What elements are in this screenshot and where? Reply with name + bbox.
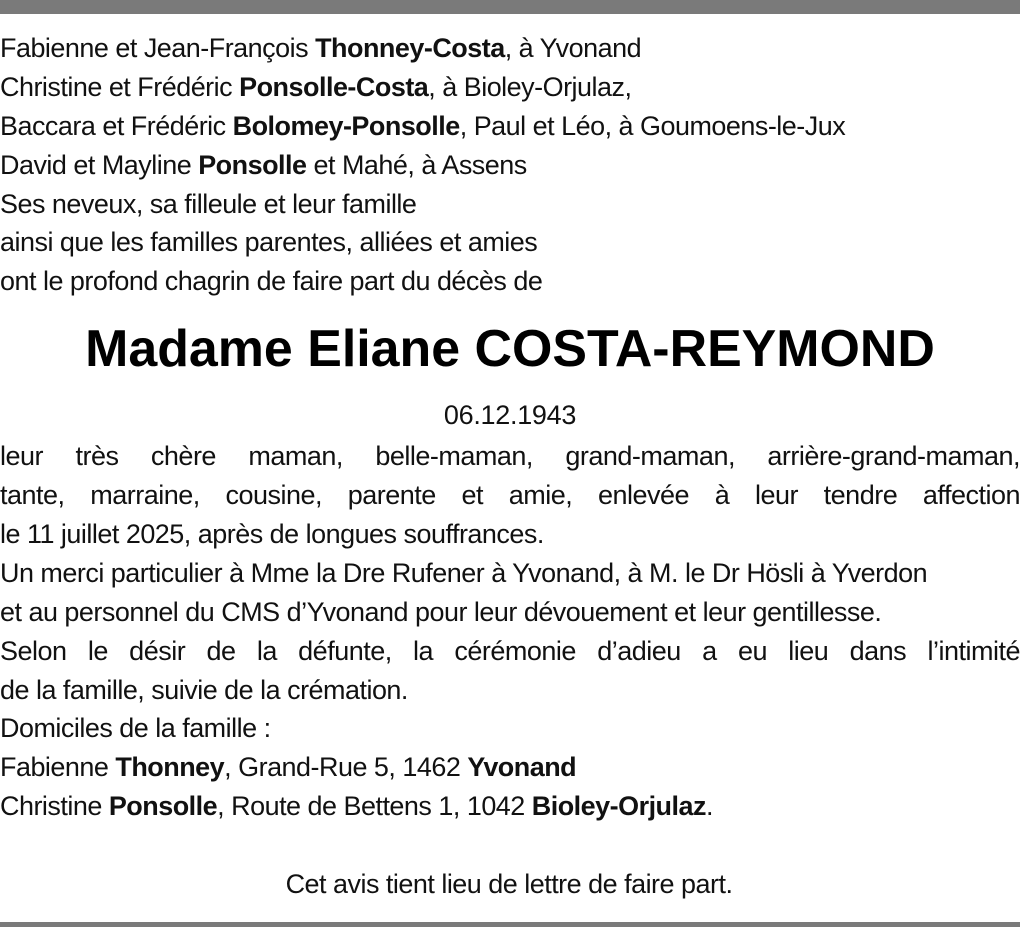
announcer-names: Fabienne et Jean-François bbox=[0, 33, 316, 63]
domicile-town: Bioley-Orjulaz bbox=[531, 791, 706, 822]
notice-body bbox=[0, 437, 1020, 709]
body-line: et au personnel du CMS d’Yvonand pour leur dévouement et leur gentillesse. bbox=[0, 596, 882, 627]
domicile-first-name: Christine bbox=[0, 791, 109, 822]
domicile-town: Yvonand bbox=[467, 752, 577, 783]
domicile-end: . bbox=[705, 791, 713, 822]
announcer-line bbox=[0, 29, 1018, 68]
body-line: leur très chère maman, belle-maman, grand-maman, arrière-grand-maman, bbox=[0, 441, 1020, 472]
announcer-location: , à Yvonand bbox=[504, 33, 642, 63]
footer-note: Cet avis tient lieu de lettre de faire part. bbox=[285, 869, 733, 900]
announcer-names: Baccara et Frédéric bbox=[0, 110, 233, 141]
announcer-names: David et Mayline bbox=[0, 149, 199, 180]
domicile-address: , Grand-Rue 5, 1462 bbox=[224, 752, 468, 783]
body-line: Selon le désir de la défunte, la cérémonie d’adieu a eu lieu dans l’intimité bbox=[0, 635, 1020, 666]
announcer-names: Christine et Frédéric bbox=[0, 71, 240, 102]
domicile-address: , Route de Bettens 1, 1042 bbox=[217, 791, 532, 822]
announcer-line bbox=[0, 107, 1018, 146]
domiciles-block bbox=[0, 709, 1020, 826]
domicile-first-name: Fabienne bbox=[0, 752, 116, 783]
domicile-surname: Thonney bbox=[115, 752, 225, 783]
announcer-line bbox=[0, 146, 1018, 185]
bottom-rule bbox=[0, 922, 1020, 927]
domicile-surname: Ponsolle bbox=[108, 791, 218, 822]
body-line: le 11 juillet 2025, après de longues souffrances. bbox=[0, 519, 544, 550]
family-line: ont le profond chagrin de faire part du décès de bbox=[0, 266, 543, 297]
announcer-surname: Ponsolle-Costa bbox=[239, 71, 429, 102]
announcer-surname: Ponsolle bbox=[198, 149, 307, 180]
announcer-surname: Thonney-Costa bbox=[315, 33, 505, 63]
announcer-location: , Paul et Léo, à Goumoens-le-Jux bbox=[459, 110, 846, 141]
body-line: tante, marraine, cousine, parente et amie, enlevée à leur tendre affection bbox=[0, 480, 1020, 511]
family-line: ainsi que les familles parentes, alliées et amies bbox=[0, 227, 538, 258]
death-notice bbox=[0, 29, 1020, 904]
body-line: Un merci particulier à Mme la Dre Rufener à Yvonand, à M. le Dr Hösli à Yverdon bbox=[0, 557, 928, 588]
domicile-entry bbox=[0, 787, 1018, 826]
announcer-surname: Bolomey-Ponsolle bbox=[232, 110, 460, 141]
domicile-entry bbox=[0, 748, 1018, 787]
domiciles-heading: Domiciles de la famille : bbox=[0, 713, 271, 744]
body-line: de la famille, suivie de la crémation. bbox=[0, 674, 408, 705]
family-line: Ses neveux, sa filleule et leur famille bbox=[0, 188, 417, 219]
top-rule bbox=[0, 0, 1020, 14]
announcer-line bbox=[0, 68, 1018, 107]
announcers-block bbox=[0, 29, 1020, 301]
spacer bbox=[0, 826, 1020, 865]
announcer-location: et Mahé, à Assens bbox=[306, 149, 527, 180]
deceased-name: Madame Eliane COSTA-REYMOND bbox=[85, 320, 935, 379]
announcer-location: , à Bioley-Orjulaz, bbox=[428, 71, 632, 102]
birth-date: 06.12.1943 bbox=[443, 400, 577, 431]
